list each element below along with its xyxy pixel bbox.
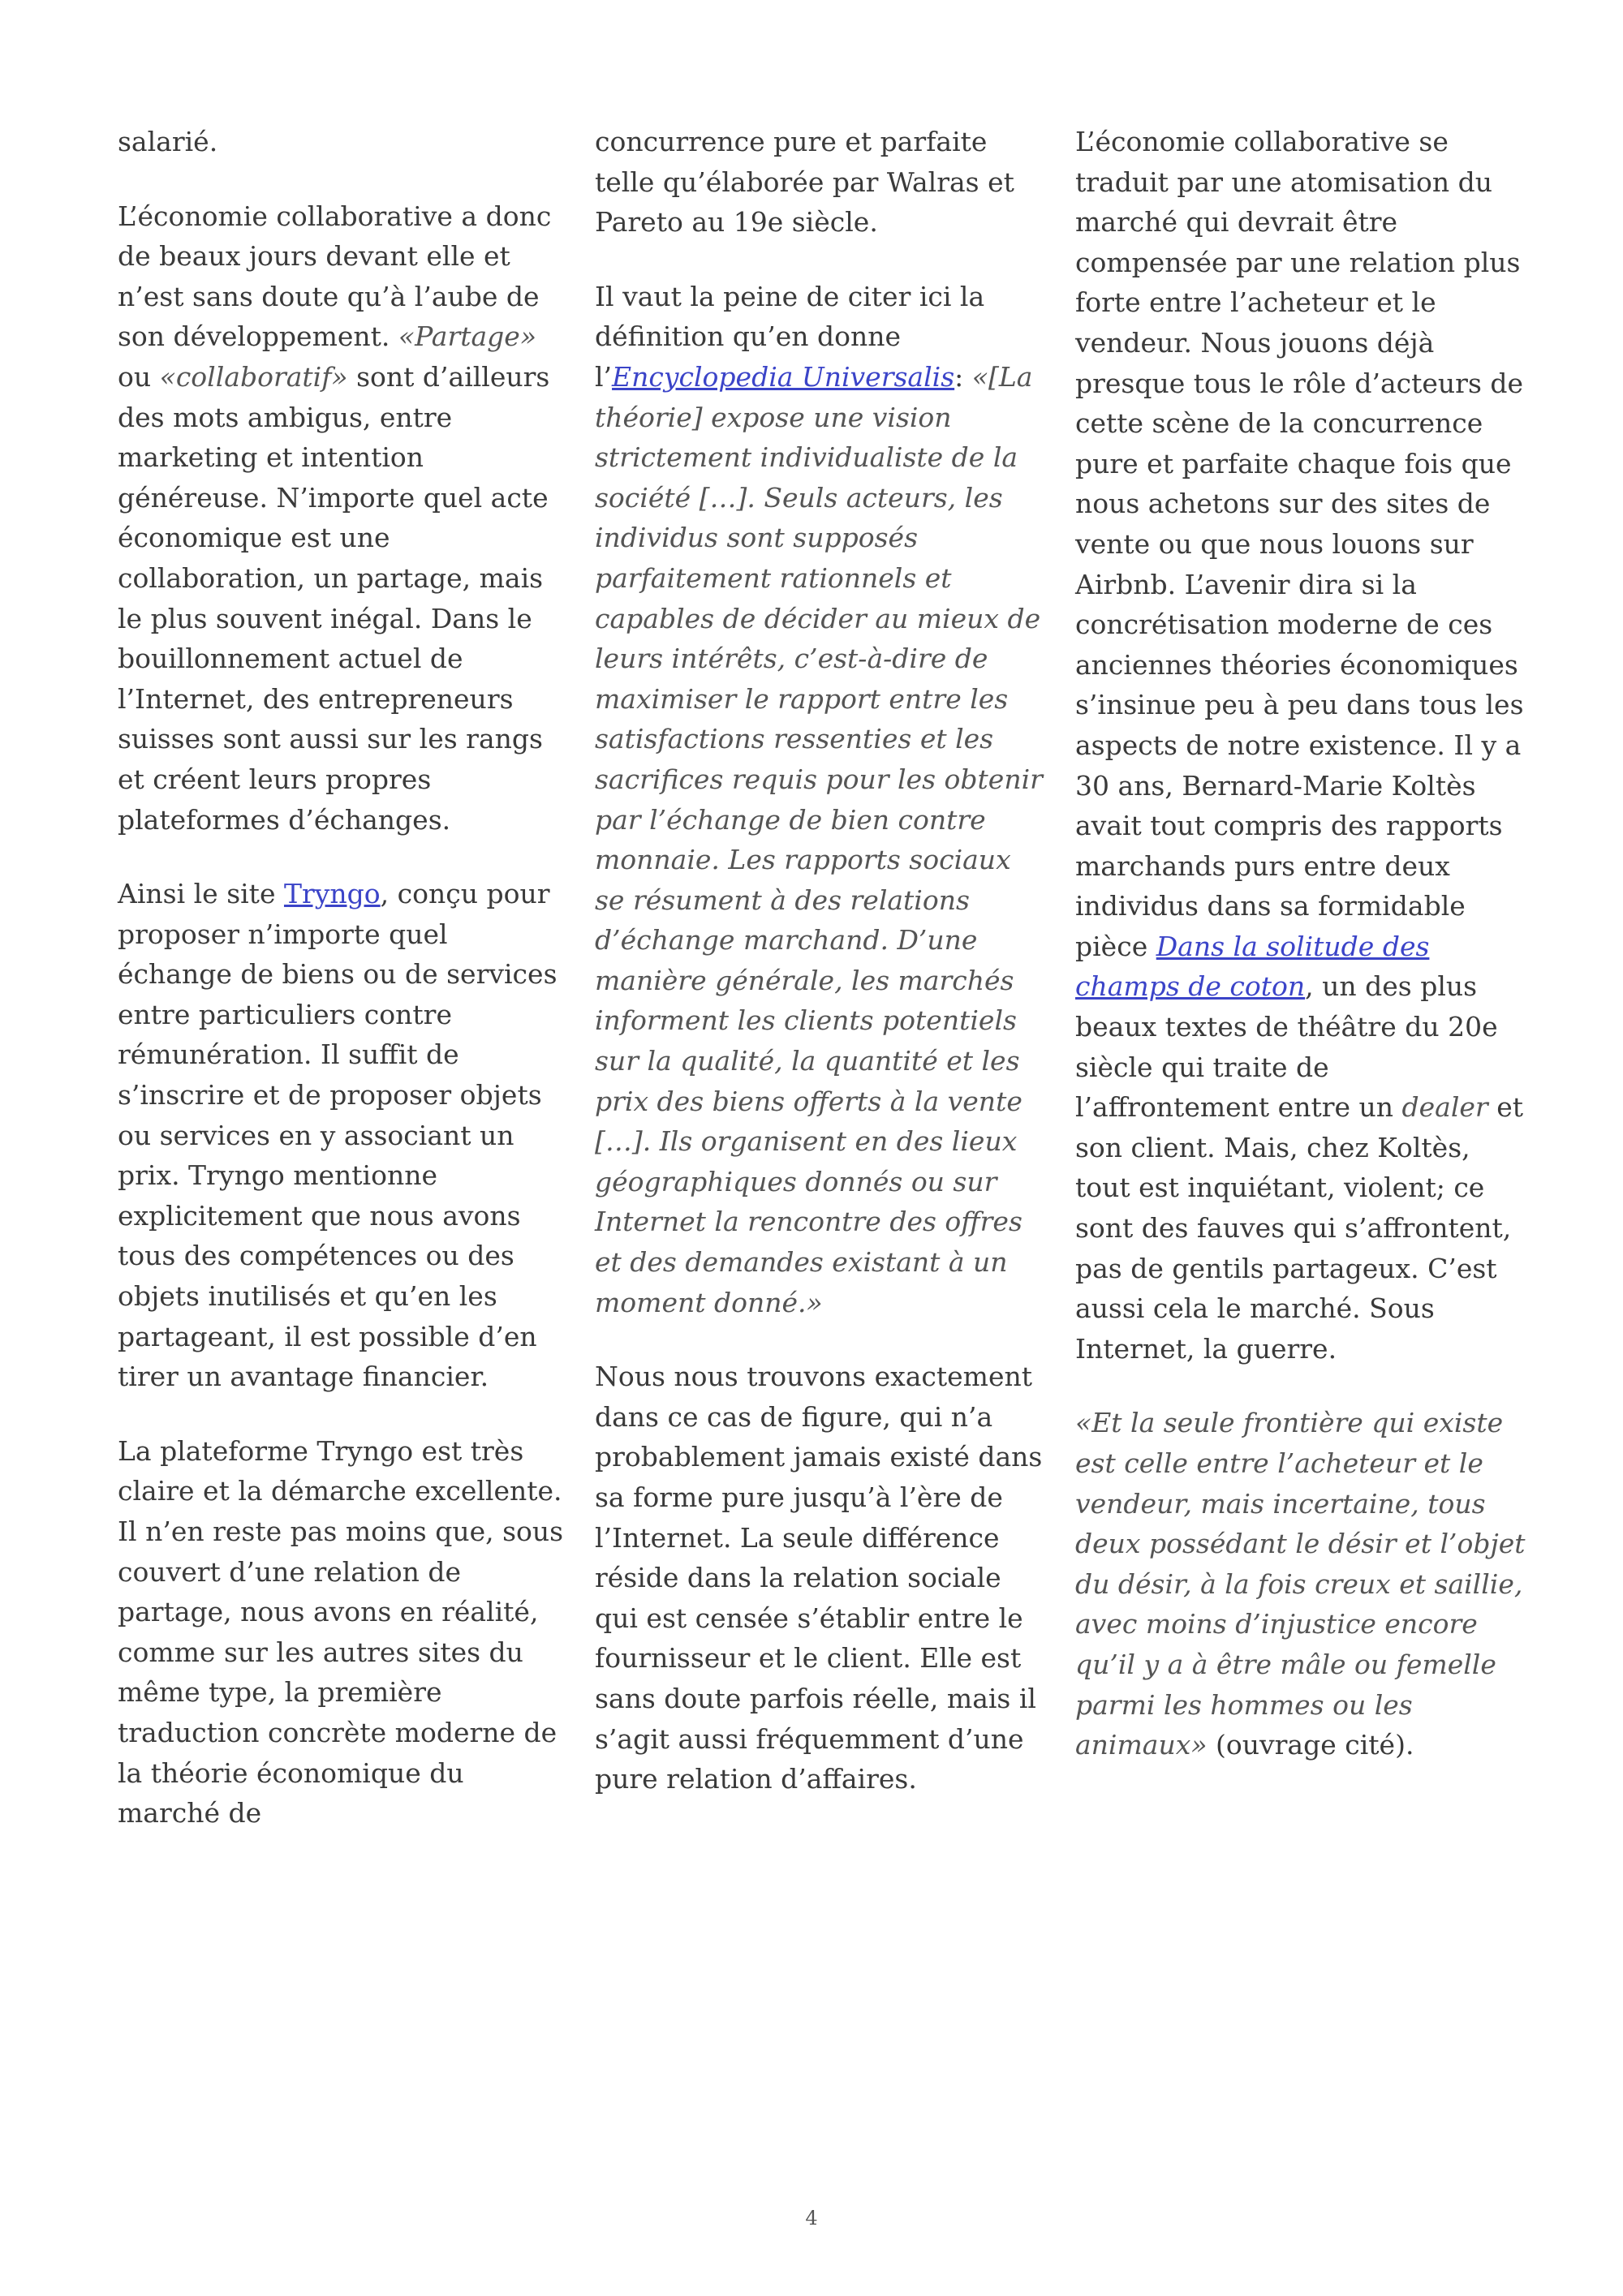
text-run: : — [954, 360, 972, 393]
text-run: ou — [118, 360, 160, 393]
inline-link[interactable]: Dans la solitude des champs de coton — [1075, 930, 1430, 1003]
text-run: (ouvrage cité). — [1207, 1729, 1414, 1761]
text-column-1 — [118, 122, 568, 1834]
italic-text: «Et la seule frontière qui existe est celle entre l’acheteur et le vendeur, mais incertaine, tous deux possédant le désir et l’objet du désir, à la fois creux et saillie, avec moins d’injustice encore qu’il y a à être mâle ou femelle parmi les hommes ou les animaux» — [1075, 1407, 1526, 1761]
italic-text: «Partage» — [398, 320, 537, 353]
italic-text: «collaboratif» — [159, 360, 348, 393]
text-column-2 — [595, 122, 1045, 1799]
paragraph — [118, 196, 568, 841]
text-column-3 — [1075, 122, 1526, 1765]
text-run: La plateforme Tryngo est très claire et la démarche excellente. Il n’en reste pas moins que, sous couvert d’une relation de partage, nous avons en réalité, comme sur les autres sites du même type, la première traduction concrète moderne de la théorie économique du marché de — [118, 1434, 564, 1829]
paragraph — [1075, 1403, 1526, 1765]
italic-text: «[La théorie] expose une vision strictement individualiste de la société […]. Seuls acteurs, les individus sont supposés parfaitement rationnels et capables de décider au mieux de leurs intérêts, c’est-à-dire de maximiser le rapport entre les satisfactions ressenties et les sacrifices requis pour les obtenir par l’échange de bien contre monnaie. Les rapports sociaux se résument à des relations d’échange marchand. D’une manière générale, les marchés informent les clients potentiels sur la qualité, la quantité et les prix des biens offerts à la vente […]. Ils organisent en des lieux géographiques donnés ou sur Internet la rencontre des offres et des demandes existant à un moment donné.» — [595, 360, 1043, 1318]
paragraph — [118, 874, 568, 1397]
text-run: Il vaut la peine de citer ici la définition qu’en donne l’ — [595, 280, 985, 393]
text-run: concurrence pure et parfaite telle qu’élaborée par Walras et Pareto au 19e siècle. — [595, 126, 1014, 239]
paragraph — [595, 1357, 1045, 1799]
text-run: salarié. — [118, 126, 218, 157]
text-run: sont d’ailleurs des mots ambigus, entre marketing et intention généreuse. N’importe quel acte économique est une collaboration, un partage, mais le plus souvent inégal. Dans le bouillonnement actuel de l’Internet, des entrepreneurs suisses sont aussi sur les rangs et créent leurs propres plateformes d’échanges. — [118, 360, 550, 836]
page-number: 4 — [805, 2207, 818, 2229]
paragraph — [1075, 122, 1526, 1369]
inline-link[interactable]: Tryngo — [283, 878, 381, 910]
inline-link[interactable]: Encyclopedia Universalis — [612, 360, 955, 393]
text-run: , un des plus beaux textes de théâtre du 20e siècle qui traite de l’affrontement entre un — [1075, 970, 1498, 1124]
paragraph — [595, 122, 1045, 243]
text-run: , conçu pour proposer n’importe quel échange de biens ou de services entre particuliers contre rémunération. Il suffit de s’inscrire et de proposer objets ou services en y associant un prix. Tryngo mentionne explicitement que nous avons tous des compétences ou des objets inutilisés et qu’en les partageant, il est possible d’en tirer un avantage financier. — [118, 878, 558, 1393]
text-run: Nous nous trouvons exactement dans ce cas de figure, qui n’a probablement jamais existé dans sa forme pure jusqu’à l’ère de l’Internet. La seule différence réside dans la relation sociale qui est censée s’établir entre le fournisseur et le client. Elle est sans doute parfois réelle, mais il s’agit aussi fréquemment d’une pure relation d’affaires. — [595, 1361, 1043, 1795]
text-run: L’économie collaborative se traduit par une atomisation du marché qui devrait être compensée par une relation plus forte entre l’acheteur et le vendeur. Nous jouons déjà presque tous le rôle d’acteurs de cette scène de la concurrence pure et parfaite chaque fois que nous achetons sur des sites de vente ou que nous louons sur Airbnb. L’avenir dira si la concrétisation moderne de ces anciennes théories économiques s’insinue peu à peu dans tous les aspects de notre existence. Il y a 30 ans, Bernard-Marie Koltès avait tout compris des rapports marchands purs entre deux individus dans sa formidable pièce — [1075, 126, 1524, 962]
paragraph — [595, 277, 1045, 1322]
text-run: Ainsi le site — [118, 878, 284, 910]
italic-text: dealer — [1401, 1091, 1488, 1124]
text-run: L’économie collaborative a donc de beaux jours devant elle et n’est sans doute qu’à l’aube de son développement. — [118, 200, 552, 353]
text-run: et son client. Mais, chez Koltès, tout est inquiétant, violent; ce sont des fauves qui s’affrontent, pas de gentils partageux. C’est aussi cela le marché. Sous Internet, la guerre. — [1075, 1091, 1523, 1365]
paragraph — [118, 1431, 568, 1834]
paragraph — [118, 122, 568, 162]
